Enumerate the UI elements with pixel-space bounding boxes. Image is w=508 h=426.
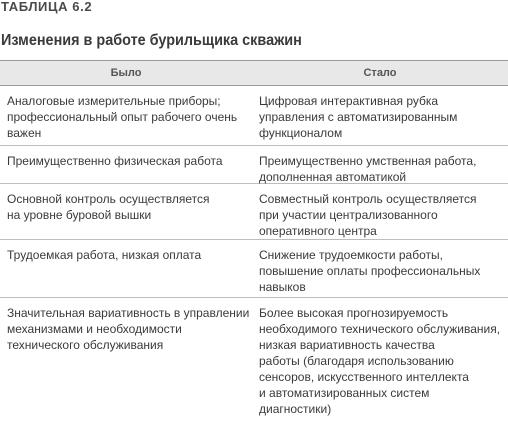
column-header-after: Стало <box>363 67 397 79</box>
cell-after: Совместный контроль осуществляется при участии централизованного оперативного центра <box>259 192 477 238</box>
cell-after: Цифровая интерактивная рубка управления с автоматизированным функционалом <box>259 94 458 140</box>
cell-before: Аналоговые измерительные приборы; профессиональный опыт рабочего очень важен <box>7 94 238 140</box>
cell-after: Снижение трудоемкости работы, повышение оплаты профессиональных навыков <box>259 248 481 294</box>
comparison-table <box>0 60 508 426</box>
cell-before: Значительная вариативность в управлении механизмами и необходимости технического обслуживания <box>7 306 250 352</box>
table-title: Изменения в работе бурильщика скважин <box>1 32 302 49</box>
table-row <box>0 298 508 426</box>
cell-after: Преимущественно умственная работа, дополненная автоматикой <box>259 154 477 184</box>
table-row <box>0 86 508 146</box>
cell-before: Преимущественно физическая работа <box>7 154 223 168</box>
cell-after: Более высокая прогнозируемость необходимого технического обслуживания, низкая вариативность качества работы (благодаря использованию сенсоров, искусственного интеллекта и автоматизированных систем диагностики) <box>259 306 501 416</box>
table-number: ТАБЛИЦА 6.2 <box>1 0 93 14</box>
table-header-row <box>0 60 508 86</box>
cell-before: Основной контроль осуществляется на уровне буровой вышки <box>7 192 210 222</box>
table-row <box>0 146 508 184</box>
table-row <box>0 240 508 298</box>
cell-before: Трудоемкая работа, низкая оплата <box>7 248 202 262</box>
column-header-before: Было <box>110 67 142 79</box>
table-row <box>0 184 508 240</box>
